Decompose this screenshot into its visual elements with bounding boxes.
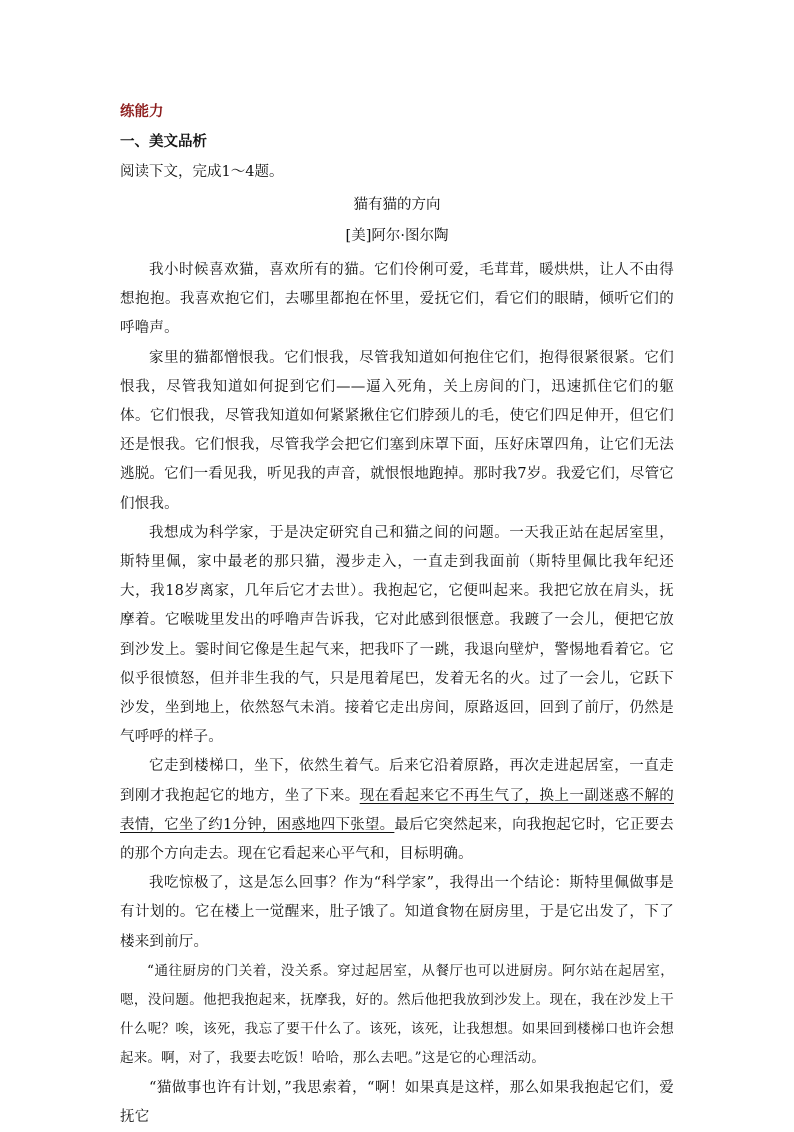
- reading-instruction: 阅读下文，完成1～4题。: [120, 164, 284, 180]
- part-title: 一、美文品析: [120, 134, 207, 150]
- paragraph-7: “猫做事也许有计划，”我思索着，“啊！如果真是这样，那么如果我抱起它们，爱抚它: [120, 1079, 674, 1125]
- paragraph-6-cat-monologue: “通往厨房的门关着，没关系。穿过起居室，从餐厅也可以进厨房。阿尔站在起居室，嗯，没问题。他把我抱起来，抚摩我，好的。然后他把我放到沙发上。现在，我在沙发上干什么呢？唉，该死，我忘了要干什么了。该死，该死，让我想想。如果回到楼梯口也许会想起来。啊，对了，我要去吃饭！哈哈，那么去吧。”这是它的心理活动。: [120, 962, 674, 1067]
- paragraph-1: 我小时候喜欢猫，喜欢所有的猫。它们伶俐可爱，毛茸茸，暖烘烘，让人不由得想抱抱。我喜欢抱它们，去哪里都抱在怀里，爱抚它们，看它们的眼睛，倾听它们的呼噜声。: [120, 262, 674, 337]
- paragraph-4-text-before: 它走到楼梯口，坐下，依然生着气。后来它沿着原路，再次走进起居室，一直走到刚才我抱起它的地方，坐了下来。: [120, 758, 674, 804]
- paragraph-2: 家里的猫都憎恨我。它们恨我，尽管我知道如何抱住它们，抱得很紧很紧。它们恨我，尽管我知道如何捉到它们——逼入死角，关上房间的门，迅速抓住它们的躯体。它们恨我，尽管我知道如何紧紧揪住它们脖颈儿的毛，使它们四足伸开，但它们还是恨我。它们恨我，尽管我学会把它们塞到床罩下面，压好床罩四角，让它们无法逃脱。它们一看见我，听见我的声音，就恨恨地跑掉。那时我7岁。我爱它们，尽管它们恨我。: [120, 349, 674, 512]
- article-body: [120, 256, 674, 1132]
- underlined-sentence: 现在看起来它不再生气了，换上一副迷惑不解的表情，它坐了约1分钟，困惑地四下张望。: [120, 787, 674, 833]
- paragraph-3: 我想成为科学家，于是决定研究自己和猫之间的问题。一天我正站在起居室里，斯特里佩，家中最老的那只猫，漫步走入，一直走到我面前（斯特里佩比我年纪还大，我18岁离家，几年后它才去世）。我抱起它，它便叫起来。我把它放在肩头，抚摩着。它喉咙里发出的呼噜声告诉我，它对此感到很惬意。我踱了一会儿，便把它放到沙发上。霎时间它像是生起气来，把我吓了一跳，我退向壁炉，警惕地看着它。它似乎很愤怒，但并非生我的气，只是甩着尾巴，发着无名的火。过了一会儿，它跃下沙发，坐到地上，依然怒气未消。接着它走出房间，原路返回，回到了前厅，仍然是气呼呼的样子。: [120, 524, 674, 746]
- article-title: 猫有猫的方向: [353, 197, 441, 213]
- paragraph-4-text-after: 最后它突然起来，向我抱起它时，它正要去的那个方向走去。现在它看起来心平气和，目标明确。: [120, 816, 674, 863]
- article-author: [美]阿尔·图尔陶: [345, 228, 449, 244]
- paragraph-5: 我吃惊极了，这是怎么回事？作为“科学家”，我得出一个结论：斯特里佩做事是有计划的。它在楼上一觉醒来，肚子饿了。知道食物在厨房里，于是它出发了，下了楼来到前厅。: [120, 875, 674, 950]
- paragraph-4: [120, 752, 674, 869]
- section-label: 练能力: [120, 104, 164, 120]
